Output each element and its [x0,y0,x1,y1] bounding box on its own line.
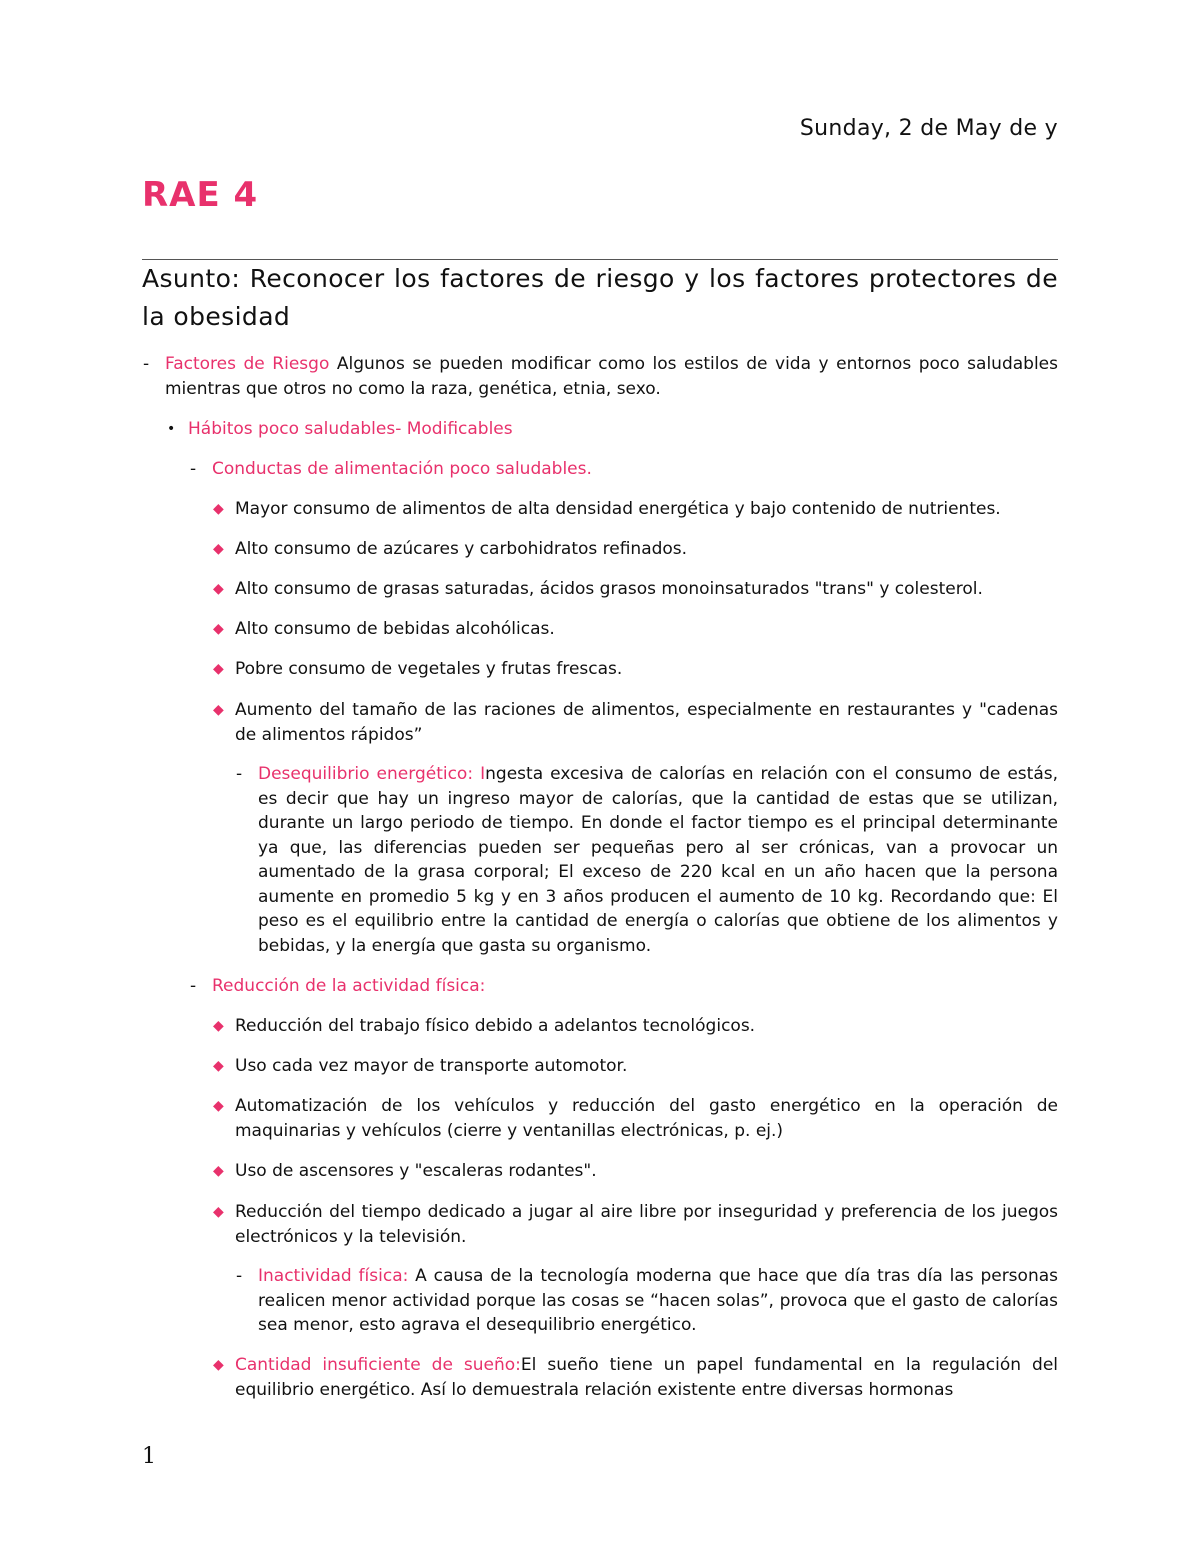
diamond-bullet-icon: ◆ [213,1058,224,1074]
list-item-text: Uso de ascensores y "escaleras rodantes". [235,1161,597,1181]
list-item [213,1054,1058,1079]
diamond-bullet-icon: ◆ [213,501,224,517]
page-number: 1 [142,1444,156,1469]
list-item-text: Reducción del trabajo físico debido a adelantos tecnológicos. [235,1016,756,1036]
diamond-bullet-icon: ◆ [213,661,224,677]
dash-marker: - [236,1266,243,1286]
sleep-label: Cantidad insuficiente de sueño: [235,1355,521,1375]
physical-activity-label: Reducción de la actividad física: [212,976,486,996]
eating-behaviour-label: Conductas de alimentación poco saludables. [212,459,592,479]
diamond-bullet-icon: ◆ [213,1357,224,1373]
diamond-bullet-icon: ◆ [213,1018,224,1034]
list-item-text: Alto consumo de bebidas alcohólicas. [235,619,555,639]
list-item [213,1200,1058,1249]
diamond-bullet-icon: ◆ [213,621,224,637]
physical-activity-item [190,974,1058,999]
list-item [213,617,1058,642]
energy-imbalance-label: Desequilibrio energético: I [258,764,486,784]
physical-inactivity-item [236,1264,1058,1338]
diamond-bullet-icon: ◆ [213,1204,224,1220]
list-item [213,537,1058,562]
subject-heading: Asunto: Reconocer los factores de riesgo y los factores protectores de la obesidad [142,264,1058,331]
list-item [213,657,1058,682]
dash-marker: - [190,459,197,479]
list-item-text: Aumento del tamaño de las raciones de alimentos, especialmente en restaurantes y "cadenas de alimentos rápidos” [235,700,1058,745]
list-item [213,1014,1058,1039]
list-item-text: Uso cada vez mayor de transporte automotor. [235,1056,628,1076]
risk-factors-item [143,352,1058,401]
list-item-text: Mayor consumo de alimentos de alta densidad energética y bajo contenido de nutrientes. [235,499,1001,519]
physical-inactivity-text: A causa de la tecnología moderna que hace que día tras día las personas realicen menor actividad porque las cosas se “hacen solas”, provoca que el gasto de calorías sea menor, esto agrava el desequilibrio energético. [258,1266,1058,1335]
risk-factors-label: Factores de Riesgo [165,354,330,374]
list-item [213,698,1058,747]
document-date: Sunday, 2 de May de y [799,116,1058,141]
habits-item [167,417,1058,442]
list-item-text: Automatización de los vehículos y reducción del gasto energético en la operación de maquinarias y vehículos (cierre y ventanillas electrónicas, p. ej.) [235,1096,1058,1141]
habits-label: Hábitos poco saludables- Modificables [188,419,513,439]
list-item [213,577,1058,602]
sleep-item [213,1353,1058,1402]
dash-marker: - [190,976,197,996]
physical-inactivity-label: Inactividad física: [258,1266,409,1286]
diamond-bullet-icon: ◆ [213,1098,224,1114]
list-item [213,1094,1058,1143]
document-title: RAE 4 [142,175,259,215]
diamond-bullet-icon: ◆ [213,581,224,597]
list-item [213,497,1058,522]
list-item-text: Alto consumo de azúcares y carbohidratos refinados. [235,539,688,559]
list-item-text: Alto consumo de grasas saturadas, ácidos grasos monoinsaturados "trans" y colesterol. [235,579,983,599]
list-item [213,1159,1058,1184]
dash-marker: - [236,764,243,784]
diamond-bullet-icon: ◆ [213,702,224,718]
sleep-text: El sueño tiene un papel fundamental en la regulación del equilibrio energético. Así lo demuestrala relación existente entre diversas hormonas [235,1355,1058,1400]
energy-imbalance-text: ngesta excesiva de calorías en relación con el consumo de estás, es decir que hay un ingreso mayor de calorías, que la cantidad de estas que se utilizan, durante un largo periodo de tiempo. En donde el factor tiempo es el principal determinante ya que, las diferencias pueden ser pequeñas pero al ser crónicas, van a provocar un aumentado de la grasa corporal; El exceso de 220 kcal en un año hacen que la persona aumente en promedio 5 kg y en 3 años producen el aumento de 10 kg. Recordando que: El peso es el equilibrio entre la cantidad de energía o calorías que obtiene de los alimentos y bebidas, y la energía que gasta su organismo. [258,764,1058,956]
list-item-text: Pobre consumo de vegetales y frutas frescas. [235,659,623,679]
risk-factors-text: Algunos se pueden modificar como los estilos de vida y entornos poco saludables mientras que otros no como la raza, genética, etnia, sexo. [165,354,1058,399]
dash-marker: - [143,354,150,374]
eating-behaviour-item [190,457,1058,482]
bullet-marker: • [167,421,176,437]
diamond-bullet-icon: ◆ [213,1163,224,1179]
energy-imbalance-item [236,762,1058,958]
diamond-bullet-icon: ◆ [213,541,224,557]
list-item-text: Reducción del tiempo dedicado a jugar al aire libre por inseguridad y preferencia de los juegos electrónicos y la televisión. [235,1202,1058,1247]
